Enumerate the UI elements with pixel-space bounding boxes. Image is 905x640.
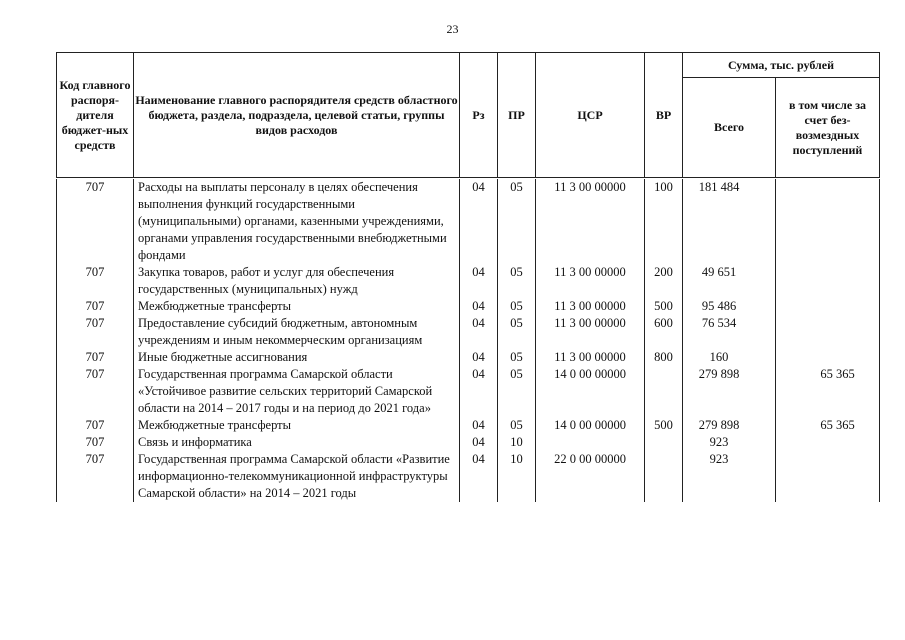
cell-total: 76 534 [683, 315, 776, 349]
table-row [57, 366, 880, 417]
header-pr: ПР [498, 53, 536, 178]
cell-total: 160 [683, 349, 776, 366]
cell-rz: 04 [460, 366, 498, 417]
cell-csr: 11 3 00 00000 [536, 315, 645, 349]
table-row [57, 417, 880, 434]
cell-code: 707 [57, 417, 134, 434]
table-header [56, 52, 880, 178]
cell-code: 707 [57, 315, 134, 349]
cell-rz: 04 [460, 417, 498, 434]
cell-rz: 04 [460, 434, 498, 451]
cell-free [776, 315, 880, 349]
cell-free [776, 451, 880, 502]
cell-free [776, 298, 880, 315]
cell-vr [645, 434, 683, 451]
header-rz: Рз [460, 53, 498, 178]
cell-csr: 11 3 00 00000 [536, 264, 645, 298]
cell-code: 707 [57, 434, 134, 451]
cell-total: 95 486 [683, 298, 776, 315]
cell-name: Предоставление субсидий бюджетным, автономным учреждениям и иным некоммерческим организациям [134, 315, 460, 349]
cell-total: 49 651 [683, 264, 776, 298]
cell-rz: 04 [460, 349, 498, 366]
cell-total: 181 484 [683, 179, 776, 264]
cell-name: Связь и информатика [134, 434, 460, 451]
cell-total: 279 898 [683, 417, 776, 434]
cell-csr [536, 434, 645, 451]
table-row [57, 315, 880, 349]
cell-code: 707 [57, 179, 134, 264]
cell-free [776, 434, 880, 451]
cell-name: Расходы на выплаты персоналу в целях обеспечения выполнения функций государственными (муниципальными) органами, казенными учреждениями, органами управления государственными внебюджетными фондами [134, 179, 460, 264]
header-total: Всего [683, 78, 776, 178]
table-row [57, 179, 880, 264]
cell-vr [645, 366, 683, 417]
cell-csr: 11 3 00 00000 [536, 349, 645, 366]
cell-code: 707 [57, 451, 134, 502]
cell-free: 65 365 [776, 366, 880, 417]
cell-pr: 05 [498, 349, 536, 366]
cell-name: Межбюджетные трансферты [134, 417, 460, 434]
cell-csr: 14 0 00 00000 [536, 366, 645, 417]
cell-rz: 04 [460, 264, 498, 298]
cell-code: 707 [57, 349, 134, 366]
cell-pr: 05 [498, 366, 536, 417]
cell-csr: 22 0 00 00000 [536, 451, 645, 502]
cell-rz: 04 [460, 179, 498, 264]
cell-vr: 600 [645, 315, 683, 349]
table-row [57, 298, 880, 315]
cell-vr: 500 [645, 298, 683, 315]
cell-pr: 05 [498, 417, 536, 434]
cell-csr: 11 3 00 00000 [536, 298, 645, 315]
cell-pr: 05 [498, 264, 536, 298]
table-row [57, 349, 880, 366]
table-row [57, 264, 880, 298]
cell-name: Государственная программа Самарской области «Устойчивое развитие сельских территорий Самарской области на 2014 – 2017 годы и на период до 2021 года» [134, 366, 460, 417]
cell-pr: 05 [498, 315, 536, 349]
cell-rz: 04 [460, 315, 498, 349]
header-free: в том числе за счет без-возмездных поступлений [776, 78, 880, 178]
header-vr: ВР [645, 53, 683, 178]
header-csr: ЦСР [536, 53, 645, 178]
cell-total: 279 898 [683, 366, 776, 417]
cell-pr: 05 [498, 298, 536, 315]
cell-pr: 10 [498, 434, 536, 451]
table-row [57, 434, 880, 451]
cell-total: 923 [683, 434, 776, 451]
cell-code: 707 [57, 298, 134, 315]
cell-code: 707 [57, 264, 134, 298]
cell-name: Государственная программа Самарской области «Развитие информационно-телекоммуникационной инфраструктуры Самарской области» на 2014 – 2021 годы [134, 451, 460, 502]
cell-vr: 200 [645, 264, 683, 298]
cell-free [776, 179, 880, 264]
cell-free [776, 264, 880, 298]
cell-rz: 04 [460, 451, 498, 502]
cell-csr: 14 0 00 00000 [536, 417, 645, 434]
cell-name: Иные бюджетные ассигнования [134, 349, 460, 366]
cell-name: Межбюджетные трансферты [134, 298, 460, 315]
cell-free: 65 365 [776, 417, 880, 434]
cell-csr: 11 3 00 00000 [536, 179, 645, 264]
data-table [56, 179, 880, 502]
cell-vr [645, 451, 683, 502]
cell-vr: 100 [645, 179, 683, 264]
page-number: 23 [446, 22, 459, 36]
cell-code: 707 [57, 366, 134, 417]
cell-rz: 04 [460, 298, 498, 315]
cell-name: Закупка товаров, работ и услуг для обеспечения государственных (муниципальных) нужд [134, 264, 460, 298]
cell-free [776, 349, 880, 366]
header-sum: Сумма, тыс. рублей [683, 53, 880, 78]
cell-pr: 10 [498, 451, 536, 502]
header-name: Наименование главного распорядителя средств областного бюджета, раздела, подраздела, целевой статьи, группы видов расходов [134, 53, 460, 178]
cell-pr: 05 [498, 179, 536, 264]
cell-vr: 800 [645, 349, 683, 366]
table-row [57, 451, 880, 502]
cell-vr: 500 [645, 417, 683, 434]
cell-total: 923 [683, 451, 776, 502]
header-code: Код главного распоря-дителя бюджет-ных средств [57, 53, 134, 178]
